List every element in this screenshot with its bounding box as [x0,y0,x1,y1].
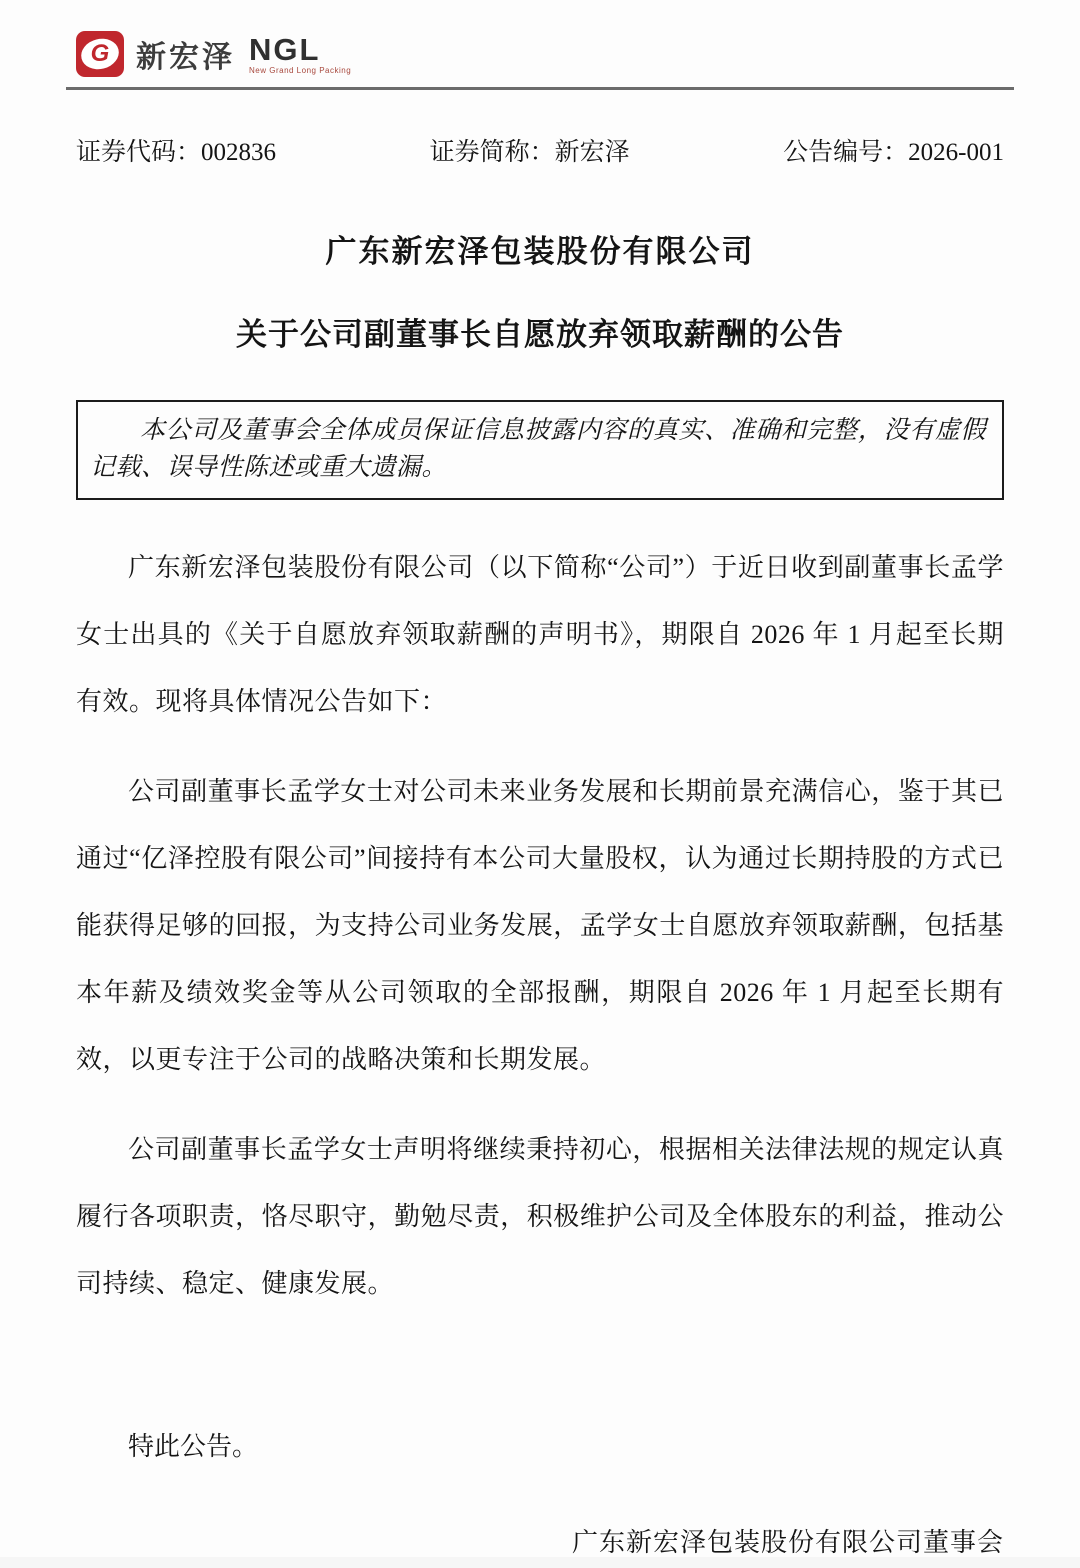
closing-statement: 特此公告。 [128,1432,259,1461]
brand-subtitle-text: New Grand Long Packing [249,65,352,75]
brand-ngl-text: NGL [249,31,321,67]
board-signature: 广东新宏泽包装股份有限公司董事会 [571,1528,1004,1557]
disclaimer-text: 本公司及董事会全体成员保证信息披露内容的真实、准确和完整，没有虚假记载、误导性陈述或重大遗漏。 [90,417,986,481]
stock-code-text: 证券代码：002836 [76,139,277,166]
body-paragraph-1: 广东新宏泽包装股份有限公司（以下简称“公司”）于近日收到副董事长孟学女士出具的《关于自愿放弃领取薪酬的声明书》，期限自 2026 年 1 月起至长期有效。现将具体情况公告如下： [76,553,1004,716]
brand-g-icon [76,31,124,77]
brand-name-english [249,31,352,75]
page-title-company: 广东新宏泽包装股份有限公司 [325,234,755,269]
stock-abbr-text: 证券简称：新宏泽 [429,139,630,166]
announcement-number-text: 公告编号：2026-001 [783,139,1004,166]
brand-name-chinese: 新宏泽 [136,41,235,74]
securities-meta-row [76,132,1004,168]
announcement-body [76,534,1004,1317]
body-paragraph-2: 公司副董事长孟学女士对公司未来业务发展和长期前景充满信心，鉴于其已通过“亿泽控股有限公司”间接持有本公司大量股权，认为通过长期持股的方式已能获得足够的回报，为支持公司业务发展，孟学女士自愿放弃领取薪酬，包括基本年薪及绩效奖金等从公司领取的全部报酬，期限自 2026 年 1 月起至长期有效，以更专注于公司的战略决策和长期发展。 [76,777,1004,1074]
page-title-subject: 关于公司副董事长自愿放弃领取薪酬的公告 [236,317,844,352]
company-logo [76,28,1004,80]
logo-g-letter: G [90,40,110,67]
body-paragraph-3: 公司副董事长孟学女士声明将继续秉持初心，根据相关法律法规的规定认真履行各项职责，恪尽职守，勤勉尽责，积极维护公司及全体股东的利益，推动公司持续、稳定、健康发展。 [76,1135,1004,1298]
disclaimer-box [76,400,1004,500]
header-divider [66,87,1014,90]
